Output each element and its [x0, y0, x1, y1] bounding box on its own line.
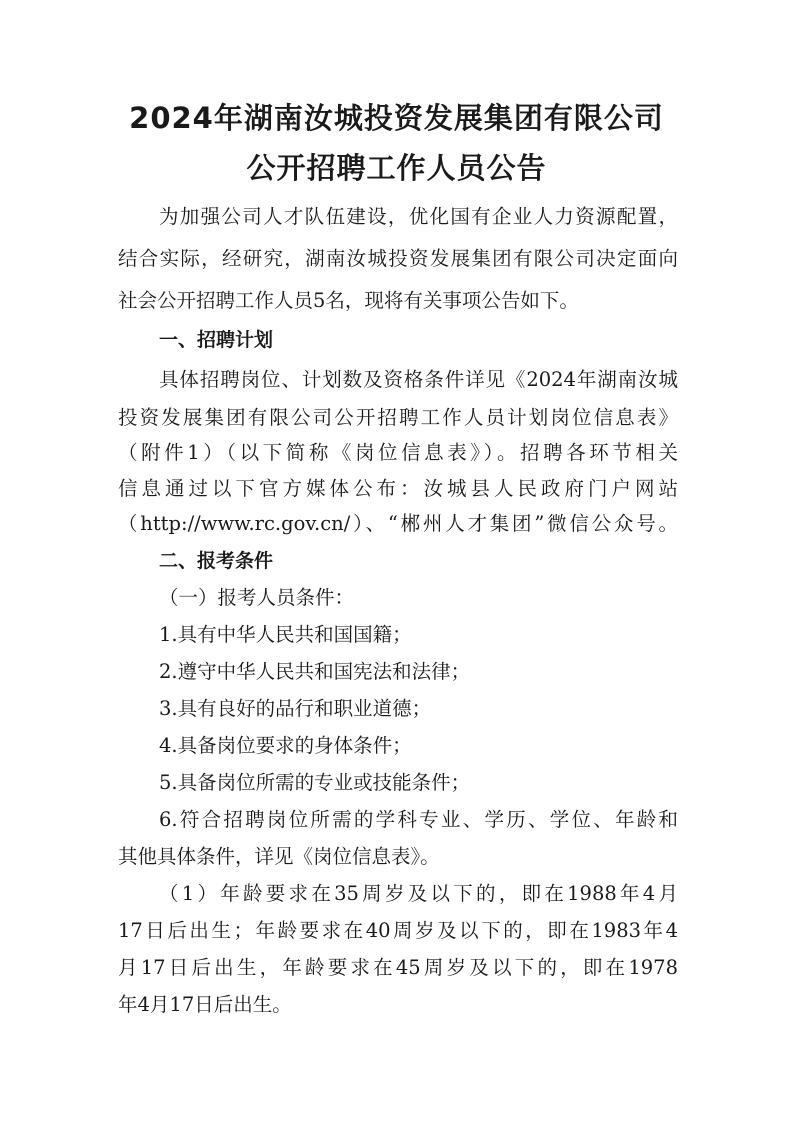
section-heading-recruitment-plan: 一、招聘计划	[159, 329, 274, 351]
age-requirement-line-2: 17日后出生；年龄要求在40周岁及以下的，即在1983年4	[118, 919, 678, 942]
condition-item-5: 5.具备岗位所需的专业或技能条件；	[159, 771, 471, 794]
document-title-line-2: 公开招聘工作人员公告	[246, 151, 547, 185]
paragraph-plan-line-2: 投资发展集团有限公司公开招聘工作人员计划岗位信息表》	[118, 406, 678, 429]
document-title-line-1: 2024年湖南汝城投资发展集团有限公司	[129, 101, 664, 135]
section-heading-application-conditions: 二、报考条件	[159, 550, 274, 572]
condition-item-3: 3.具有良好的品行和职业道德；	[159, 697, 432, 720]
paragraph-plan-line-3: （附件1）（以下简称《岗位信息表》）。招聘各环节相关	[118, 441, 678, 464]
age-requirement-line-1: （1）年龄要求在35周岁及以下的，即在1988年4月	[159, 882, 678, 905]
condition-item-4: 4.具备岗位要求的身体条件；	[159, 734, 412, 757]
subsection-applicant-conditions: （一）报考人员条件：	[159, 586, 355, 609]
age-requirement-line-3: 月17日后出生，年龄要求在45周岁及以下的，即在1978	[118, 956, 678, 979]
age-requirement-line-4: 年4月17日后出生。	[118, 993, 292, 1016]
paragraph-plan-line-1: 具体招聘岗位、计划数及资格条件详见《2024年湖南汝城	[159, 368, 678, 391]
paragraph-plan-line-4: 信息通过以下官方媒体公布：汝城县人民政府门户网站	[118, 477, 678, 500]
condition-item-6-line-1: 6.符合招聘岗位所需的学科专业、学历、学位、年龄和	[159, 808, 678, 831]
paragraph-intro-line-1: 为加强公司人才队伍建设，优化国有企业人力资源配置，	[159, 205, 678, 228]
condition-item-6-line-2: 其他具体条件，详见《岗位信息表》。	[118, 845, 440, 868]
condition-item-2: 2.遵守中华人民共和国宪法和法律；	[159, 660, 471, 683]
paragraph-plan-line-5: （http://www.rc.gov.cn/）、“郴州人才集团”微信公众号。	[118, 512, 678, 535]
paragraph-intro-line-3: 社会公开招聘工作人员5名，现将有关事项公告如下。	[118, 289, 579, 312]
paragraph-intro-line-2: 结合实际，经研究，湖南汝城投资发展集团有限公司决定面向	[118, 247, 678, 270]
condition-item-1: 1.具有中华人民共和国国籍；	[159, 623, 412, 646]
